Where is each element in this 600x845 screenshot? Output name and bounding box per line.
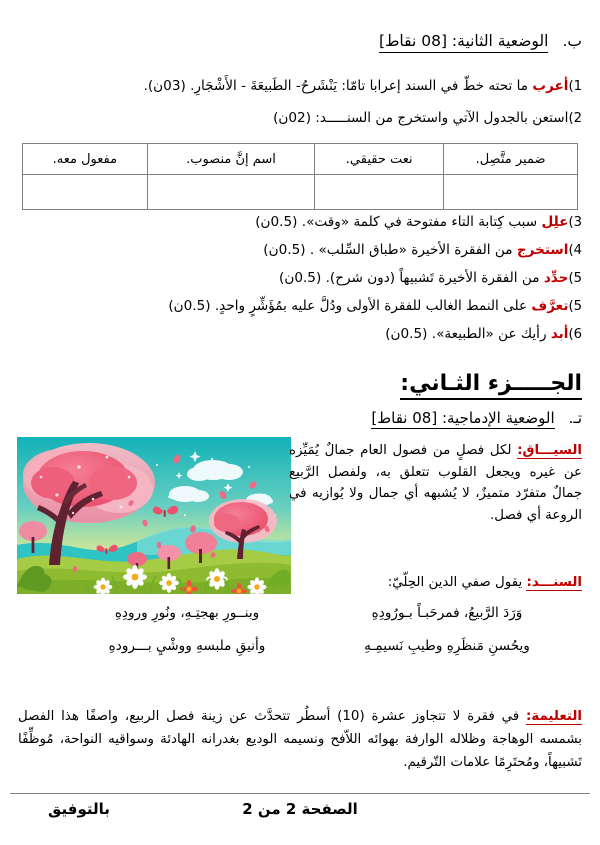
poem-hemistich-b: وأنيقِ ملبسهِ ووشْيِ بـــرودهِ <box>108 638 266 655</box>
instruction-label: التعليمة: <box>525 709 582 724</box>
sanad-text: يقول صفي الدين الحِلّيّ: <box>387 575 527 590</box>
question-7 <box>18 326 582 344</box>
instruction-block <box>18 705 582 774</box>
table-header-cell-3: اسم إنَّ منصوب. <box>147 144 315 175</box>
page-number: الصفحة 2 من 2 <box>242 800 358 818</box>
question-3 <box>18 214 582 232</box>
integration-situation-header <box>18 409 582 429</box>
question-1 <box>18 78 582 96</box>
section-b-title: الوضعية الثانية: [08 نقاط] <box>379 32 548 53</box>
question-2-text: استعن بالجدول الآتي واستخرج من السنـــــد: (02ن) <box>273 110 569 126</box>
table-answer-cell-1[interactable] <box>444 175 578 210</box>
table-answer-row <box>23 175 578 210</box>
question-2 <box>18 110 582 128</box>
part-two-heading-text: الجـــــزء الثـاني: <box>400 371 582 400</box>
table-header-cell-1: ضمير متَّصِل. <box>444 144 578 175</box>
question-4-text: من الفقرة الأخيرة «طباق السِّلب» . (0.5ن) <box>263 242 517 258</box>
illustration-svg <box>17 437 291 594</box>
good-luck-text: بالتوفيق <box>48 800 110 818</box>
footer <box>10 798 590 824</box>
table-header-cell-4: مفعول معه. <box>23 144 148 175</box>
footer-divider <box>10 793 590 794</box>
grammar-table <box>22 143 578 210</box>
question-6-keyword: تعرَّف <box>531 298 569 314</box>
sanad-block <box>289 573 582 593</box>
table-header-row <box>23 144 578 175</box>
sanad-label: السنـــد: <box>526 575 582 590</box>
question-1-number: 1) <box>568 79 582 94</box>
poem-block <box>40 604 582 670</box>
question-3-keyword: علِل <box>541 214 569 230</box>
question-6 <box>18 298 582 316</box>
spring-landscape-illustration <box>17 437 291 594</box>
question-3-text: سبب كِتابة التاء مفتوحة في كلمة «وقت». (0.5ن) <box>255 214 542 230</box>
question-6-text: على النمط الغالب للفقرة الأولى ودُلَّ عليه بمُؤَشِّرٍ واحدٍ. (0.5ن) <box>168 298 532 314</box>
part-two-heading <box>18 371 582 400</box>
question-5-text: من الفقرة الأخيرة تَشبيهاً (دون شرح). (0.5ن) <box>279 270 544 286</box>
question-7-keyword: أبد <box>550 326 569 342</box>
question-7-text: رأيك عن «الطبيعة». (0.5ن) <box>385 326 551 342</box>
section-b-header <box>18 32 582 53</box>
question-6-number: 5) <box>568 299 582 314</box>
integration-letter: تـ. <box>568 409 582 427</box>
question-3-number: 3) <box>568 215 582 230</box>
context-text: لكل فصلٍ من فصول العام جمالٌ يُمَيِّزه عن غيره ويجعل القلوب تتعلق به، ولفصل الرَّبيع جمالٌ متفرّد متميزٌ، لا يُشبهه أي جمال ولا يُوازيه في الروعة أي فصل. <box>289 443 582 524</box>
table-answer-cell-4[interactable] <box>23 175 148 210</box>
table-header-cell-2: نعت حقيقي. <box>315 144 444 175</box>
poem-hemistich-a: ويحُسنِ مَنظَرِهِ وطيبِ نَسيمِـهِ <box>364 638 530 655</box>
context-block <box>289 440 582 527</box>
question-5-keyword: حدِّد <box>543 270 569 286</box>
question-5-number: 5) <box>568 271 582 286</box>
question-4-keyword: استخرج <box>516 242 569 258</box>
question-4 <box>18 242 582 260</box>
section-b-letter: ب. <box>562 32 582 50</box>
question-4-number: 4) <box>568 243 582 258</box>
question-5 <box>18 270 582 288</box>
poem-hemistich-b: وبنــورِ بهجتِـهِ، ونُورِ ورودِهِ <box>114 605 260 621</box>
table-answer-cell-3[interactable] <box>147 175 315 210</box>
poem-hemistich-a: وَرَدَ الرَّبيعُ، فمرحَبـاً بـورُودِهِ <box>371 605 523 621</box>
question-1-text: ما تحته خطّ في السند إعرابا تامّا: يَنْشَرحُ- الطَبيعَةَ - الأَشْجَارِ. (03ن). <box>143 78 533 94</box>
table-answer-cell-2[interactable] <box>315 175 444 210</box>
question-1-keyword: أعرب <box>532 78 569 94</box>
grammar-table-wrapper <box>22 143 578 210</box>
integration-title: الوضعية الإدماجية: [08 نقاط] <box>371 409 555 427</box>
question-7-number: 6) <box>568 327 582 342</box>
poem-verse <box>40 604 582 623</box>
poem-verse <box>40 637 582 656</box>
question-2-number: 2) <box>568 111 582 126</box>
instruction-text: في فقرة لا تتجاوز عشرة (10) أسطُر تتحدَّث عن زينة فصل الربيع، واصفًا هذا الفصل بشمسه الوهاجة وظلاله الوارفة بهوائه اللاّفح ونسيمه الوديع بغدرانه الهادئة وسواقيه النواحة، مُوظِّفًا تَشبيهاً، ومُحتَرِمًا علامات التّرقيم. <box>18 709 582 771</box>
context-label: السيـــاق: <box>517 443 582 458</box>
